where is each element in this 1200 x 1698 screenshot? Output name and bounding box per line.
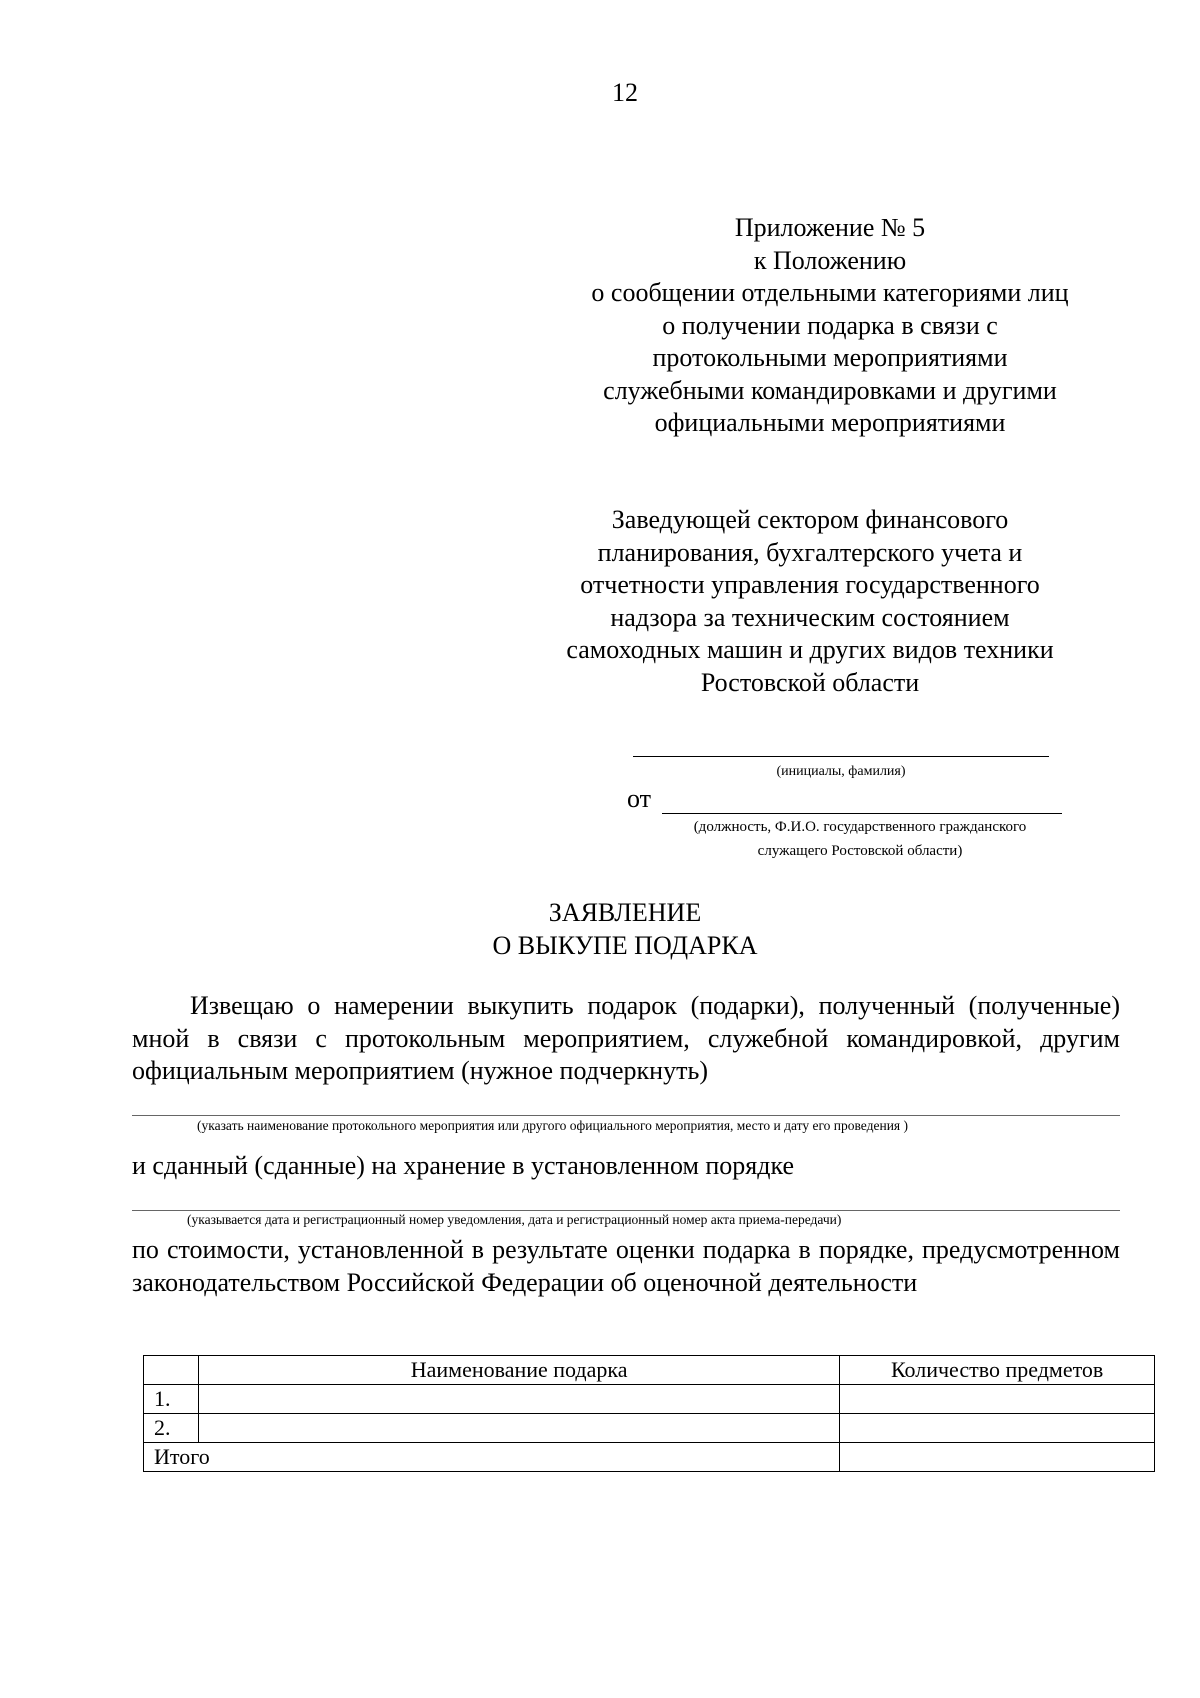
addressee-line: отчетности управления государственного	[580, 570, 1040, 599]
table-header-row	[144, 1356, 1155, 1385]
gift-name-cell[interactable]	[198, 1414, 839, 1443]
from-caption-line: (должность, Ф.И.О. государственного гражданского	[693, 819, 1027, 835]
header-quantity: Количество предметов	[840, 1356, 1155, 1385]
addressee-line: планирования, бухгалтерского учета и	[597, 537, 1023, 567]
quantity-cell[interactable]	[840, 1414, 1155, 1443]
appendix-line: протокольными мероприятиями	[652, 343, 1008, 372]
event-caption: (указать наименование протокольного мероприятия или другого официального мероприятия, место и дату его проведения )	[197, 1118, 909, 1133]
header-gift-name: Наименование подарка	[198, 1356, 839, 1385]
appendix-line: служебными командировками и другими	[603, 375, 1057, 405]
body-paragraph-3: по стоимости, установленной в результате оценки подарка в порядке, предусмотренном законодательством Российской Федерации об оценочной деятельности	[132, 1235, 1120, 1297]
initials-fill-line[interactable]	[633, 756, 1049, 757]
appendix-line: официальными мероприятиями	[654, 408, 1006, 437]
addressee-line: надзора за техническим состоянием	[610, 602, 1010, 632]
registration-caption: (указывается дата и регистрационный номер уведомления, дата и регистрационный номер акта приема-передачи)	[187, 1212, 842, 1227]
appendix-line: о сообщении отдельными категориями лиц	[591, 278, 1069, 307]
addressee-block	[520, 504, 1100, 699]
from-label: от	[627, 784, 652, 813]
initials-caption: (инициалы, фамилия)	[776, 764, 906, 779]
quantity-cell[interactable]	[840, 1385, 1155, 1414]
from-fill-line[interactable]	[662, 813, 1062, 814]
addressee-line: самоходных машин и других видов техники	[566, 635, 1054, 664]
from-caption	[625, 815, 1095, 863]
table-row	[144, 1414, 1155, 1443]
header-number	[144, 1356, 199, 1385]
total-label: Итого	[144, 1443, 840, 1472]
table-row	[144, 1385, 1155, 1414]
gift-name-cell[interactable]	[198, 1385, 839, 1414]
table-total-row	[144, 1443, 1155, 1472]
appendix-block	[570, 212, 1090, 440]
title-line: ЗАЯВЛЕНИЕ	[548, 898, 702, 927]
registration-fill-line[interactable]	[132, 1210, 1120, 1211]
appendix-line: к Положению	[753, 245, 907, 275]
total-quantity-cell[interactable]	[840, 1443, 1155, 1472]
gift-table	[143, 1355, 1155, 1472]
body-paragraph-2: и сданный (сданные) на хранение в установленном порядке	[132, 1151, 795, 1180]
addressee-line: Ростовской области	[700, 667, 920, 697]
appendix-line: о получении подарка в связи с	[662, 310, 998, 340]
appendix-line: Приложение № 5	[734, 213, 926, 242]
addressee-line: Заведующей сектором финансового	[611, 505, 1009, 534]
row-number: 2.	[144, 1414, 199, 1443]
page-number: 12	[612, 78, 638, 107]
event-fill-line[interactable]	[132, 1115, 1120, 1116]
document-title	[0, 896, 1200, 962]
title-line: О ВЫКУПЕ ПОДАРКА	[492, 931, 758, 960]
row-number: 1.	[144, 1385, 199, 1414]
from-caption-line: служащего Ростовской области)	[757, 843, 963, 859]
body-paragraph-1: Извещаю о намерении выкупить подарок (подарки), полученный (полученные) мной в связи с протокольным мероприятием, служебной командировкой, другим официальным мероприятием (нужное подчеркнуть)	[132, 991, 1120, 1085]
